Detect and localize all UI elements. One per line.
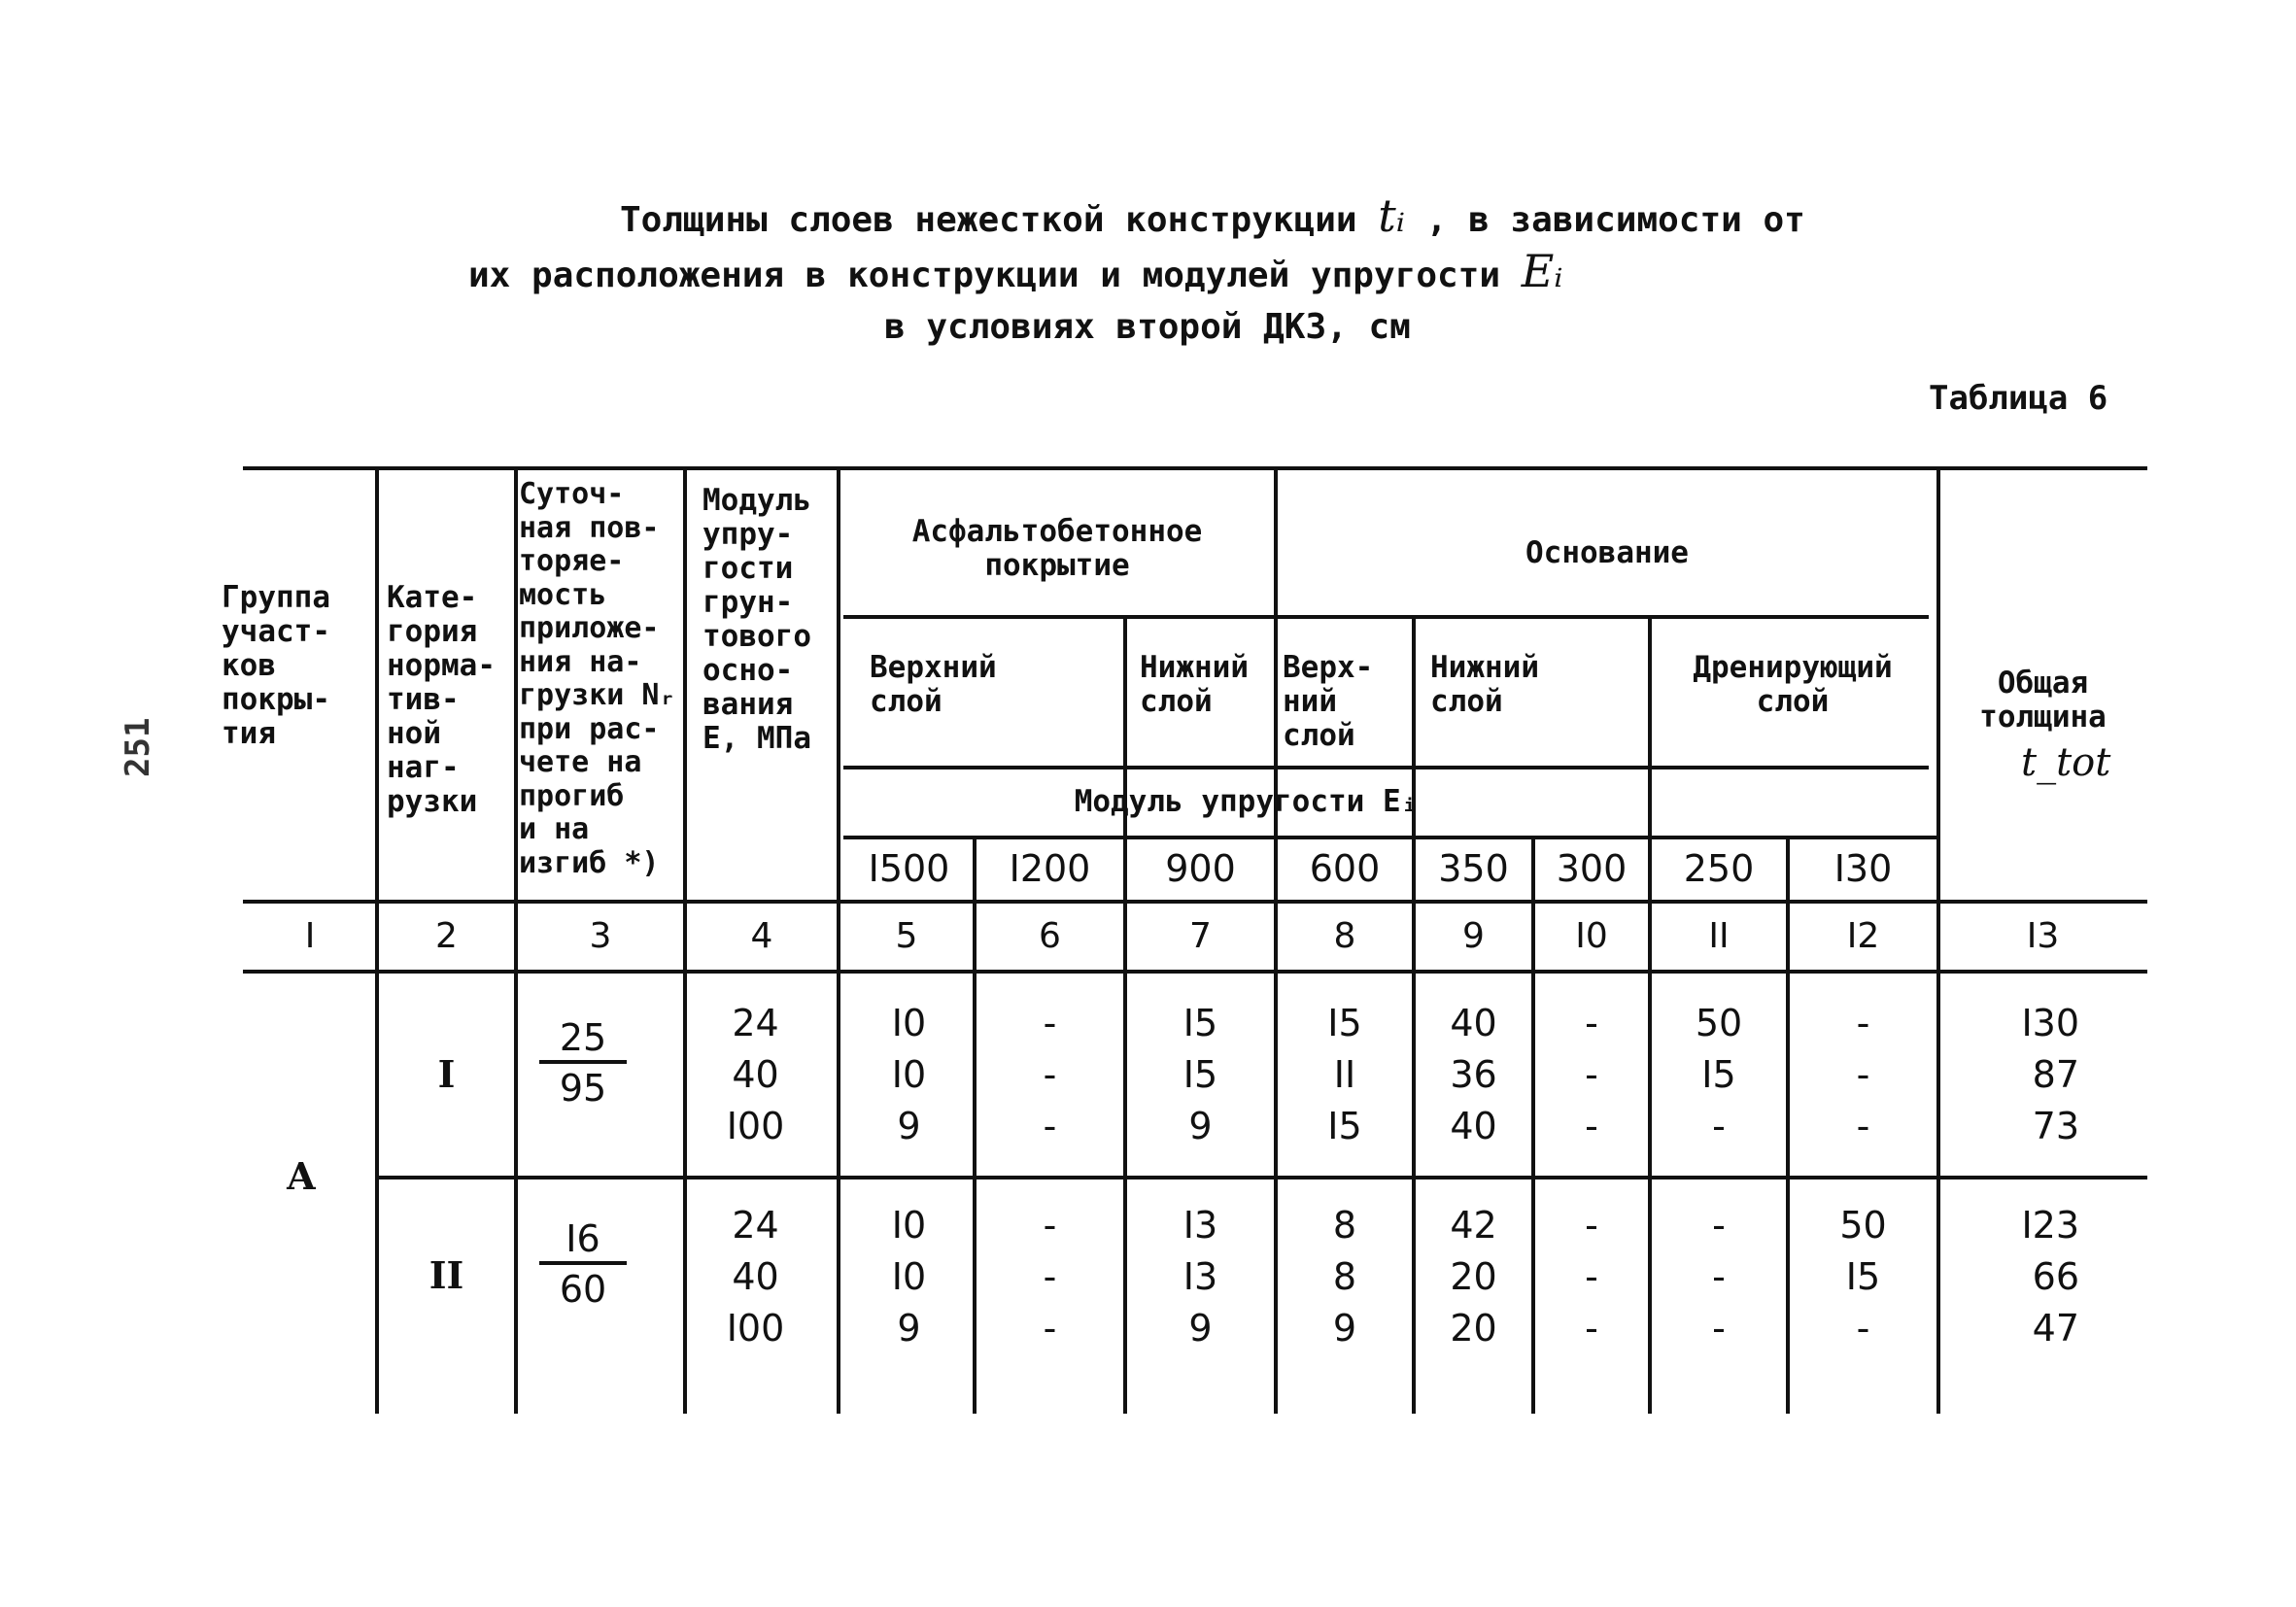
title-line3: в условиях второй ДКЗ, см [884,307,1411,347]
header-base: Основание [1525,535,1689,570]
page-number-side: 251 [119,717,157,777]
header-soil-modulus: Модуль упру- гости грун- тового осно- вания E, МПа [703,483,811,756]
row2-daily-numerator: I6 [539,1216,627,1265]
column-number-5: 5 [895,916,918,956]
header-base-lower-layer: Нижний слой [1430,650,1539,719]
title-line1-prefix: Толщины слоев нежесткой конструкции [620,200,1357,240]
modulus-col12: I30 [1833,847,1893,890]
row2-col9: 42 20 20 [1450,1204,1497,1350]
group-label: А [286,1154,317,1198]
row1-daily-fraction [539,1015,627,1112]
column-number-2: 2 [435,916,458,956]
row1-daily-denominator: 95 [559,1067,607,1110]
header-asphalt-lower-layer: Нижний слой [1140,650,1249,719]
row1-col11: 50 I5 - [1695,1002,1743,1147]
column-number-13: I3 [2026,916,2060,956]
row2-col6: - - - [1043,1204,1057,1350]
header-asphalt-upper-layer: Верхний слой [870,650,997,719]
header-category: Кате- гория норма- тив- ной наг- рузки [387,580,496,819]
modulus-col10: 300 [1556,847,1628,890]
modulus-col8: 600 [1309,847,1381,890]
row2-total: I23 66 47 [2021,1204,2079,1350]
row1-col6: - - - [1043,1002,1057,1147]
row2-category: II [428,1253,464,1297]
title-line2-prefix: их расположения в конструкции и модулей упругости [468,256,1501,295]
modulus-col7: 900 [1165,847,1236,890]
modulus-col11: 250 [1683,847,1755,890]
header-drainage-layer: Дренирующий слой [1693,650,1893,719]
column-number-6: 6 [1039,916,1061,956]
row1-total: I30 87 73 [2021,1002,2079,1147]
row1-category: I [437,1052,456,1096]
column-number-12: I2 [1846,916,1880,956]
row1-col5: I0 I0 9 [891,1002,927,1147]
row1-col7: I5 I5 9 [1182,1002,1218,1147]
header-daily-repetition: Суточ- ная пов- торяе- мость приложе- ния на- грузки Nᵣ при рас- чете на прогиб и на изгиб *) [519,477,677,880]
row2-daily-denominator: 60 [559,1268,607,1311]
header-total-symbol: t_tot [2021,740,2111,785]
table-number-label: Таблица 6 [1929,379,2108,418]
row1-daily-numerator: 25 [539,1015,627,1064]
column-number-3: 3 [589,916,612,956]
row1-col12: - - - [1856,1002,1870,1147]
row2-soil-modulus: 24 40 I00 [726,1204,785,1350]
row2-col8: 8 8 9 [1332,1204,1357,1350]
row2-col10: - - - [1585,1204,1598,1350]
title-line1-suffix: , в зависимости от [1425,200,1805,240]
modulus-col5: I500 [868,847,950,890]
header-base-upper-layer: Верх- ний слой [1283,650,1374,753]
header-total-thickness: Общая толщина [1979,666,2107,735]
column-number-9: 9 [1462,916,1485,956]
header-asphalt-coating: Асфальтобетонное покрытие [911,514,1203,583]
row2-col7: I3 I3 9 [1182,1204,1218,1350]
title-symbol-t: tᵢ [1378,189,1406,242]
column-number-4: 4 [750,916,773,956]
column-number-8: 8 [1333,916,1356,956]
row2-daily-fraction [539,1216,627,1314]
row2-col11: - - - [1712,1204,1726,1350]
title-symbol-e: Eᵢ [1521,245,1563,297]
modulus-col6: I200 [1009,847,1091,890]
column-number-10: I0 [1575,916,1608,956]
column-number-11: II [1708,916,1730,956]
row1-col9: 40 36 40 [1450,1002,1497,1147]
header-group: Группа участ- ков покры- тия [222,580,330,751]
row1-col8: I5 II I5 [1327,1002,1362,1147]
row2-col5: I0 I0 9 [891,1204,927,1350]
modulus-col9: 350 [1438,847,1509,890]
row1-soil-modulus: 24 40 I00 [726,1002,785,1147]
column-number-7: 7 [1189,916,1212,956]
row2-col12: 50 I5 - [1839,1204,1887,1350]
column-number-1: I [304,916,316,956]
row1-col10: - - - [1585,1002,1598,1147]
header-elastic-modulus: Модуль упругости Eᵢ [1074,784,1420,819]
